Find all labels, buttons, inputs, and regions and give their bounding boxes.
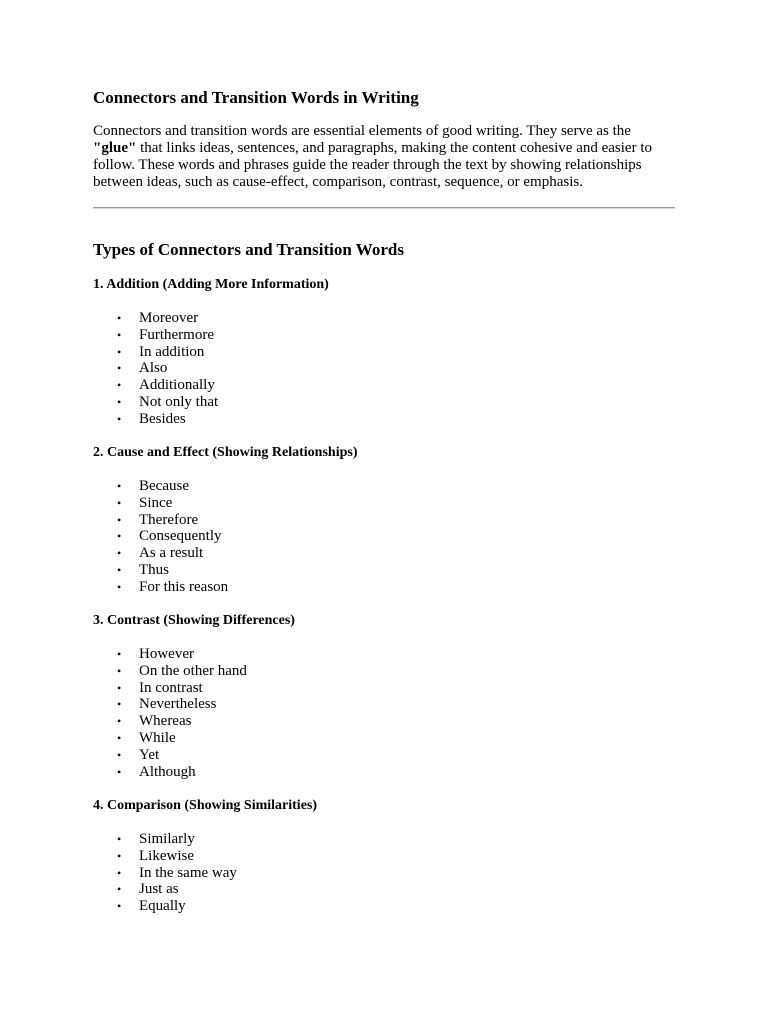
horizontal-divider <box>93 207 675 209</box>
list-item <box>93 848 675 865</box>
list-item <box>93 831 675 848</box>
list-item-text: Because <box>139 478 189 494</box>
list-item-text: Yet <box>139 746 160 763</box>
bullet-icon: • <box>117 899 122 914</box>
list-item-text: Whereas <box>139 713 192 730</box>
bullet-icon: • <box>117 327 122 342</box>
list-item-text: Since <box>139 494 173 511</box>
list-item <box>93 680 675 697</box>
bullet-icon: • <box>117 529 122 544</box>
bullet-icon: • <box>117 697 122 712</box>
bullet-icon: • <box>117 579 122 594</box>
list-item-text: Nevertheless <box>139 696 217 713</box>
list-item-text: However <box>139 646 194 662</box>
bullet-list <box>93 646 675 780</box>
bullet-icon: • <box>117 764 122 779</box>
bullet-list <box>93 310 675 428</box>
group-heading: 2. Cause and Effect (Showing Relationships) <box>93 445 358 460</box>
group-heading: 3. Contrast (Showing Differences) <box>93 613 295 628</box>
bullet-list <box>93 831 675 915</box>
list-item-text: Besides <box>139 410 186 427</box>
list-item <box>93 394 675 411</box>
bullet-icon: • <box>117 495 122 510</box>
list-item <box>93 865 675 882</box>
list-item-text: Also <box>139 360 168 377</box>
bullet-icon: • <box>117 479 122 493</box>
bullet-icon: • <box>117 680 122 695</box>
list-item-text: In contrast <box>139 679 203 696</box>
list-item <box>93 310 675 327</box>
list-item-text: In the same way <box>139 864 237 881</box>
list-item <box>93 377 675 394</box>
list-item-text: Just as <box>139 881 179 898</box>
list-item-text: Likewise <box>139 847 194 864</box>
group-addition <box>93 276 675 428</box>
list-item <box>93 898 675 915</box>
list-item <box>93 562 675 579</box>
bullet-icon: • <box>117 865 122 880</box>
list-item <box>93 881 675 898</box>
list-item-text: Although <box>139 763 196 780</box>
bullet-icon: • <box>117 546 122 561</box>
list-item-text: As a result <box>139 545 204 562</box>
list-item-text: Not only that <box>139 393 219 410</box>
intro-text-start: Connectors and transition words are essential elements of good writing. They serve as the <box>93 123 631 139</box>
list-item-text: Similarly <box>139 831 195 847</box>
bullet-list <box>93 478 675 596</box>
list-item-text: For this reason <box>139 578 229 595</box>
bullet-icon: • <box>117 512 122 527</box>
list-item <box>93 360 675 377</box>
group-heading: 4. Comparison (Showing Similarities) <box>93 798 318 813</box>
bullet-icon: • <box>117 848 122 863</box>
intro-emphasis: "glue" <box>93 140 137 156</box>
list-item <box>93 411 675 428</box>
bullet-icon: • <box>117 562 122 577</box>
bullet-icon: • <box>117 411 122 426</box>
intro-paragraph <box>93 123 675 191</box>
list-item <box>93 545 675 562</box>
section-title: Types of Connectors and Transition Words <box>93 240 404 259</box>
list-item-text: Thus <box>139 561 169 578</box>
intro-text-end: that links ideas, sentences, and paragraphs, making the content cohesive and easier to follow. These words and phrases guide the reader through the text by showing relationships between ideas, such as cause-effect, comparison, contrast, sequence, or emphasis. <box>93 140 652 190</box>
page-title: Connectors and Transition Words in Writing <box>93 88 419 107</box>
list-item <box>93 730 675 747</box>
list-item <box>93 663 675 680</box>
group-contrast <box>93 612 675 780</box>
list-item <box>93 478 675 495</box>
list-item-text: In addition <box>139 343 205 360</box>
list-item-text: On the other hand <box>139 662 247 679</box>
list-item <box>93 579 675 596</box>
bullet-icon: • <box>117 361 122 376</box>
list-item <box>93 327 675 344</box>
bullet-icon: • <box>117 344 122 359</box>
list-item <box>93 528 675 545</box>
list-item <box>93 764 675 781</box>
list-item-text: Equally <box>139 898 186 915</box>
list-item <box>93 713 675 730</box>
group-comparison <box>93 797 675 915</box>
list-item <box>93 344 675 361</box>
list-item-text: Consequently <box>139 528 222 545</box>
list-item-text: Additionally <box>139 377 215 394</box>
list-item <box>93 646 675 663</box>
bullet-icon: • <box>117 394 122 409</box>
list-item <box>93 747 675 764</box>
bullet-icon: • <box>117 747 122 762</box>
list-item <box>93 495 675 512</box>
list-item-text: While <box>139 729 176 746</box>
bullet-icon: • <box>117 378 122 393</box>
bullet-icon: • <box>117 714 122 729</box>
bullet-icon: • <box>117 647 122 661</box>
list-item-text: Therefore <box>139 511 199 528</box>
list-item <box>93 696 675 713</box>
bullet-icon: • <box>117 882 122 897</box>
bullet-icon: • <box>117 730 122 745</box>
list-item-text: Furthermore <box>139 326 214 343</box>
group-cause-and-effect <box>93 444 675 596</box>
bullet-icon: • <box>117 832 122 846</box>
bullet-icon: • <box>117 311 122 325</box>
list-item <box>93 512 675 529</box>
group-heading: 1. Addition (Adding More Information) <box>93 277 329 292</box>
list-item-text: Moreover <box>139 310 199 326</box>
bullet-icon: • <box>117 663 122 678</box>
